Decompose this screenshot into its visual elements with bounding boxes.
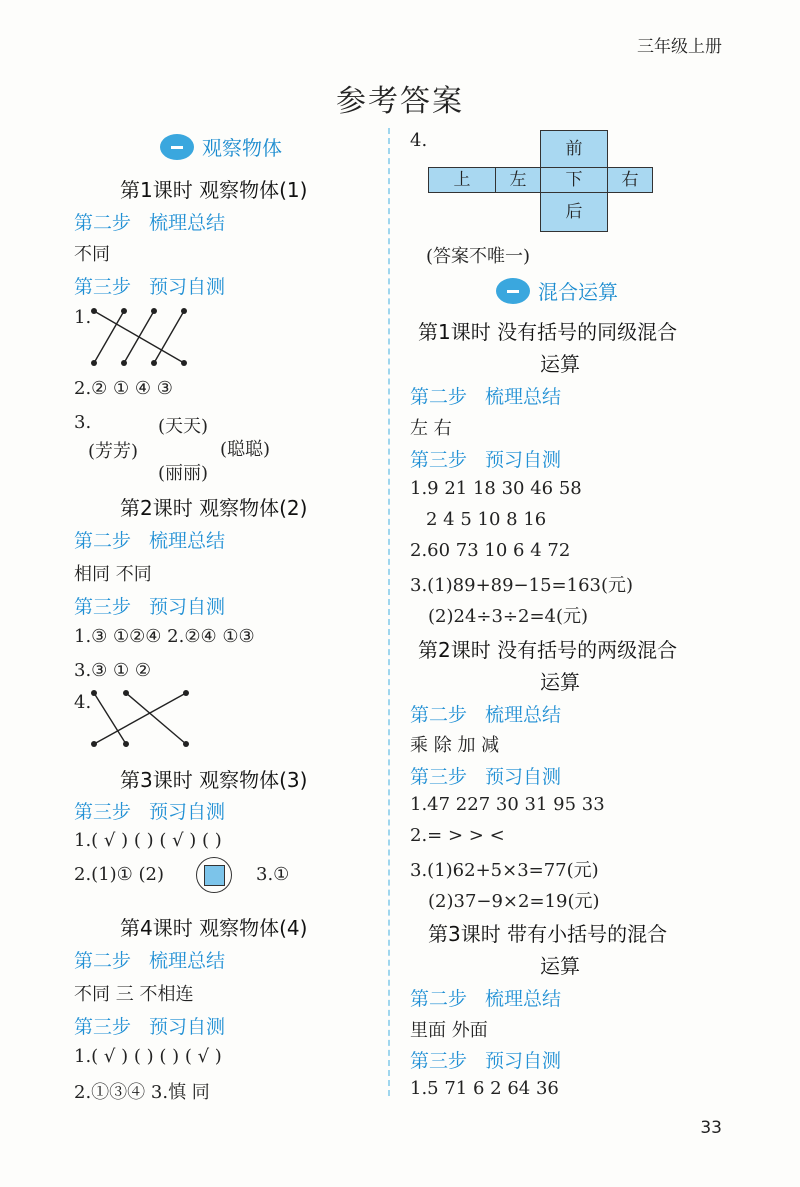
answer-q1: 1.( √ ) ( ) ( √ ) ( ) [74,830,222,851]
answer-q3: 3. [74,412,92,433]
step-heading: 第三步 预习自测 [410,1050,562,1072]
step-heading: 第二步 梳理总结 [74,212,226,234]
label-fangfang: (芳芳) [88,441,139,462]
answer-q1: 1.47 227 30 31 95 33 [410,794,605,815]
page-title: 参考答案 [336,84,464,119]
circle-square-icon [196,857,232,893]
answer-q3-cont: (2)24÷3÷2=4(元) [428,606,589,627]
lesson-title-cont: 运算 [540,352,580,376]
matching-lines-2 [88,688,198,750]
answer-q2: 2.①③④ 3.慎 同 [74,1082,210,1103]
page-number: 33 [700,1118,722,1138]
answer-q1-cont: 2 4 5 10 8 16 [426,509,547,530]
step-heading: 第二步 梳理总结 [74,530,226,552]
section-label: 混合运算 [538,280,618,304]
answer-q3: 3.(1)89+89−15=163(元) [410,575,634,596]
section-badge-icon [160,134,194,160]
answer: 不同 三 不相连 [74,984,194,1005]
answer: 不同 [74,244,110,265]
matching-lines-1 [86,306,196,368]
column-divider [388,128,390,1096]
step-heading: 第三步 预习自测 [410,766,562,788]
answer: 乘 除 加 减 [410,735,500,756]
step-heading: 第二步 梳理总结 [410,704,562,726]
answer-q1: 1.( √ ) ( ) ( ) ( √ ) [74,1046,222,1067]
step-heading: 第三步 预习自测 [410,449,562,471]
answer-q3: 3.③ ① ② [74,660,152,681]
answer-q3: 3.① [256,864,290,885]
step-heading: 第三步 预习自测 [74,276,226,298]
answer-q1: 1.③ ①②④ 2.②④ ①③ [74,626,255,647]
step-heading: 第三步 预习自测 [74,801,226,823]
lesson-title: 第1课时 观察物体(1) [120,178,308,202]
answer-q2: 2.② ① ④ ③ [74,378,173,399]
step-heading: 第二步 梳理总结 [410,386,562,408]
step-heading: 第三步 预习自测 [74,1016,226,1038]
section-header-mixed [496,276,618,305]
step-heading: 第三步 预习自测 [74,596,226,618]
grade-label: 三年级上册 [637,37,722,57]
section-badge-icon [496,278,530,304]
step-heading: 第二步 梳理总结 [74,950,226,972]
label-tiantian: (天天) [158,416,209,437]
lesson-title: 第1课时 没有括号的同级混合 [418,320,678,344]
net-cell-bottom: 下 [540,167,608,193]
net-cell-top: 上 [428,167,496,193]
net-cell-front: 前 [540,130,608,168]
answer-q2: 2.60 73 10 6 4 72 [410,540,571,561]
label-lili: (丽丽) [158,463,209,484]
answer-q3-cont: (2)37−9×2=19(元) [428,891,600,912]
lesson-title: 第2课时 没有括号的两级混合 [418,638,678,662]
answer-q1: 1.5 71 6 2 64 36 [410,1078,559,1099]
net-cell-back: 后 [540,192,608,232]
answer-q4: 4. [74,692,92,713]
answer-q1: 1. [74,307,92,328]
lesson-title: 第3课时 带有小括号的混合 [428,922,668,946]
lesson-title-cont: 运算 [540,670,580,694]
answer: 里面 外面 [410,1020,488,1041]
label-congcong: (聪聪) [220,439,271,460]
lesson-title: 第4课时 观察物体(4) [120,916,308,940]
section-label: 观察物体 [202,136,282,160]
answer-q3: 3.(1)62+5×3=77(元) [410,860,599,881]
answer: 左 右 [410,418,452,439]
net-cell-right: 右 [607,167,653,193]
section-header-observing [160,132,282,161]
step-heading: 第二步 梳理总结 [410,988,562,1010]
net-cell-left: 左 [495,167,541,193]
lesson-title: 第3课时 观察物体(3) [120,768,308,792]
answer-q2: 2.= > > < [410,825,505,846]
lesson-title-cont: 运算 [540,954,580,978]
answer-q4: 4. [410,130,428,151]
answer-q1: 1.9 21 18 30 46 58 [410,478,582,499]
lesson-title: 第2课时 观察物体(2) [120,496,308,520]
note: (答案不唯一) [426,246,531,267]
answer-q2: 2.(1)① (2) [74,864,165,885]
answer: 相同 不同 [74,564,152,585]
